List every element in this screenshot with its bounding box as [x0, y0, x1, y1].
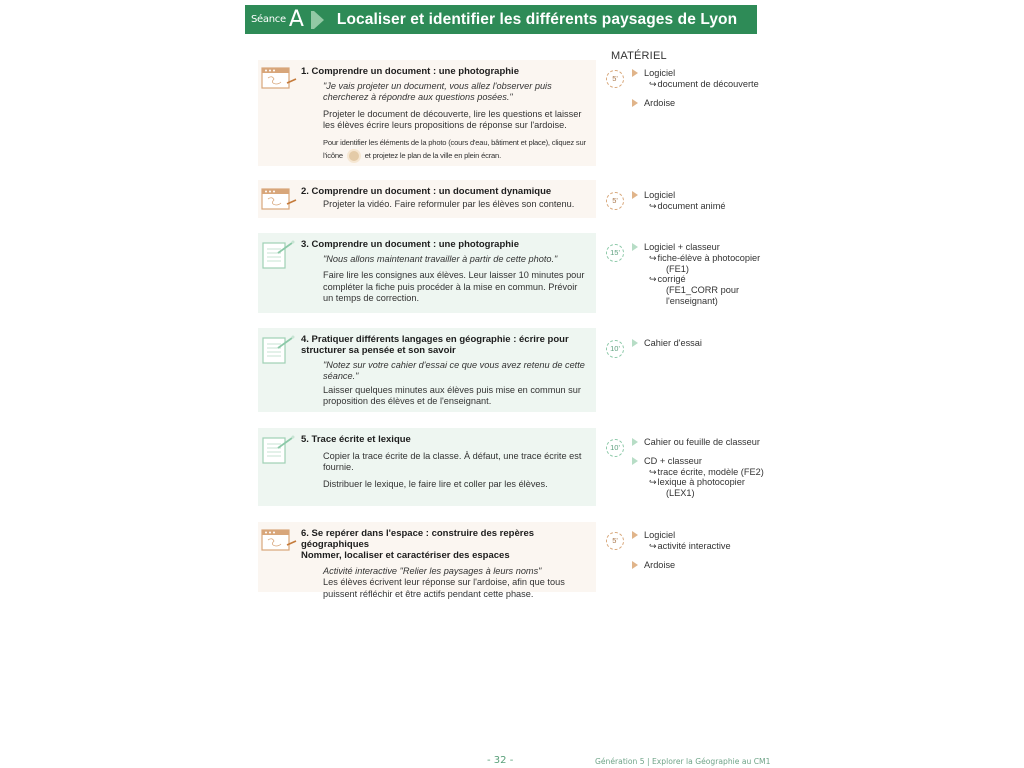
- materiel-label: Logiciel: [644, 190, 676, 200]
- worksheet-icon: [261, 334, 297, 364]
- materiel-label: Ardoise: [644, 559, 676, 570]
- timer-badge: 5': [606, 70, 624, 88]
- bullet-icon: [632, 243, 638, 251]
- step-3: [258, 233, 596, 313]
- step-1: [258, 60, 596, 166]
- step-title: 2. Comprendre un document : un document dynamique: [301, 186, 552, 197]
- materiel-item: [606, 242, 776, 307]
- materiel-sub: corrigé: [657, 274, 686, 285]
- materiel-item: [606, 560, 776, 571]
- step-quote: Activité interactive "Relier les paysages à leurs noms": [323, 566, 542, 576]
- materiel-sub: (LEX1): [666, 488, 695, 499]
- step-instruction: Les élèves écrivent leur réponse sur l'ardoise, afin que tous puissent réfléchir et être actifs pendant cette phase.: [323, 577, 565, 599]
- page-title: Localiser et identifier les différents paysages de Lyon: [336, 10, 738, 28]
- materiel-label: CD + classeur: [644, 455, 702, 466]
- sub-arrow-icon: ↪: [649, 78, 657, 89]
- note-text-after: et projetez le plan de la ville en plein écran.: [364, 151, 501, 161]
- step-title: 6. Se repérer dans l'espace : construire des repères géographiques: [301, 528, 535, 550]
- step-title: 1. Comprendre un document : une photographie: [301, 66, 519, 77]
- bullet-icon: [632, 99, 638, 107]
- page-number: - 32 -: [487, 755, 514, 766]
- materiel-sub: l'enseignant): [666, 295, 718, 306]
- materiel-sub: lexique à photocopier: [657, 477, 745, 488]
- materiel-step-5: [606, 437, 776, 507]
- bullet-icon: [632, 191, 638, 199]
- sub-arrow-icon: ↪: [649, 540, 657, 551]
- step-quote: "Notez sur votre cahier d'essai ce que vous avez retenu de cette séance.": [323, 360, 585, 382]
- step-6: [258, 522, 596, 599]
- materiel-sub: (FE1): [666, 263, 689, 274]
- seance-label: Séance: [251, 14, 286, 25]
- screen-projector-icon: [261, 187, 297, 211]
- materiel-sub: document animé: [657, 200, 726, 211]
- step-instruction: Laisser quelques minutes aux élèves puis mise en commun sur proposition des élèves et de l'enseignant.: [323, 384, 581, 406]
- materiel-item: [606, 98, 776, 109]
- worksheet-icon: [261, 239, 297, 269]
- materiel-label: Logiciel: [644, 68, 676, 78]
- materiel-item: [606, 338, 776, 349]
- timer-badge: 10': [606, 439, 624, 457]
- materiel-item: [606, 68, 776, 90]
- worksheet-icon: [261, 434, 297, 464]
- sub-arrow-icon: ↪: [649, 252, 657, 263]
- step-instruction: Projeter le document de découverte, lire les questions et laisser les élèves écrire leurs propositions de réponse sur l'ardoise.: [323, 108, 582, 130]
- materiel-item: [606, 190, 776, 212]
- bullet-icon: [632, 457, 638, 465]
- seance-letter: A: [288, 7, 304, 32]
- timer-badge: 10': [606, 340, 624, 358]
- materiel-item: [606, 437, 776, 448]
- map-icon-button[interactable]: [347, 149, 361, 163]
- timer-badge: 5': [606, 532, 624, 550]
- timer-badge: 15': [606, 244, 624, 262]
- materiel-item: [606, 530, 776, 552]
- sub-arrow-icon: ↪: [649, 477, 657, 488]
- materiel-step-4: [606, 338, 776, 357]
- materiel-label: Logiciel: [644, 530, 676, 540]
- step-subtitle: Nommer, localiser et caractériser des espaces: [301, 550, 510, 561]
- materiel-sub: document de découverte: [657, 78, 759, 89]
- materiel-sub: activité interactive: [657, 540, 731, 551]
- step-5: [258, 428, 596, 506]
- materiel-sub: fiche-élève à photocopier: [657, 252, 761, 263]
- materiel-heading: MATÉRIEL: [611, 50, 667, 62]
- materiel-label: Cahier d'essai: [644, 338, 702, 348]
- screen-projector-icon: [261, 528, 297, 552]
- screen-projector-icon: [261, 66, 297, 90]
- step-title: 4. Pratiquer différents langages en géographie : écrire pour structurer sa pensée et son savoir: [301, 334, 569, 356]
- book-title: Génération 5 | Explorer la Géographie au CM1: [595, 757, 771, 766]
- step-instruction: Projeter la vidéo. Faire reformuler par les élèves son contenu.: [323, 199, 575, 209]
- bullet-icon: [632, 438, 638, 446]
- materiel-label: Logiciel + classeur: [644, 242, 720, 252]
- materiel-sub: (FE1_CORR pour: [666, 285, 740, 296]
- note-text-before: Pour identifier les éléments de la photo (cours d'eau, bâtiment et place), cliquez sur l'icône: [323, 138, 586, 161]
- sub-arrow-icon: ↪: [649, 200, 657, 211]
- step-2: [258, 180, 596, 218]
- sub-arrow-icon: ↪: [649, 274, 657, 285]
- timer-badge: 5': [606, 192, 624, 210]
- step-note: [323, 136, 586, 163]
- bullet-icon: [632, 561, 638, 569]
- step-quote: "Je vais projeter un document, vous allez l'observer puis chercherez à répondre aux questions posées.": [323, 81, 552, 103]
- materiel-sub: trace écrite, modèle (FE2): [657, 466, 764, 477]
- materiel-label: Cahier ou feuille de classeur: [644, 437, 760, 447]
- materiel-step-3: [606, 242, 776, 315]
- step-instruction-2: Distribuer le lexique, le faire lire et coller par les élèves.: [323, 478, 548, 489]
- session-header: [245, 5, 757, 34]
- bullet-icon: [632, 69, 638, 77]
- step-title: 5. Trace écrite et lexique: [301, 434, 411, 445]
- step-instruction: Copier la trace écrite de la classe. À défaut, une trace écrite est fournie.: [323, 451, 582, 473]
- step-quote: "Nous allons maintenant travailler à partir de cette photo.": [323, 254, 558, 264]
- bullet-icon: [632, 531, 638, 539]
- materiel-item: [606, 456, 776, 499]
- materiel-step-1: [606, 68, 776, 116]
- materiel-step-2: [606, 190, 776, 220]
- materiel-step-6: [606, 530, 776, 578]
- step-4: [258, 328, 596, 412]
- step-title: 3. Comprendre un document : une photographie: [301, 239, 519, 250]
- step-instruction: Faire lire les consignes aux élèves. Leur laisser 10 minutes pour compléter la fiche puis procéder à la mise en commun. Prévoir un temps de correction.: [323, 270, 585, 303]
- play-arrow-icon: [314, 11, 324, 29]
- materiel-label: Ardoise: [644, 97, 676, 108]
- sub-arrow-icon: ↪: [649, 466, 657, 477]
- bullet-icon: [632, 339, 638, 347]
